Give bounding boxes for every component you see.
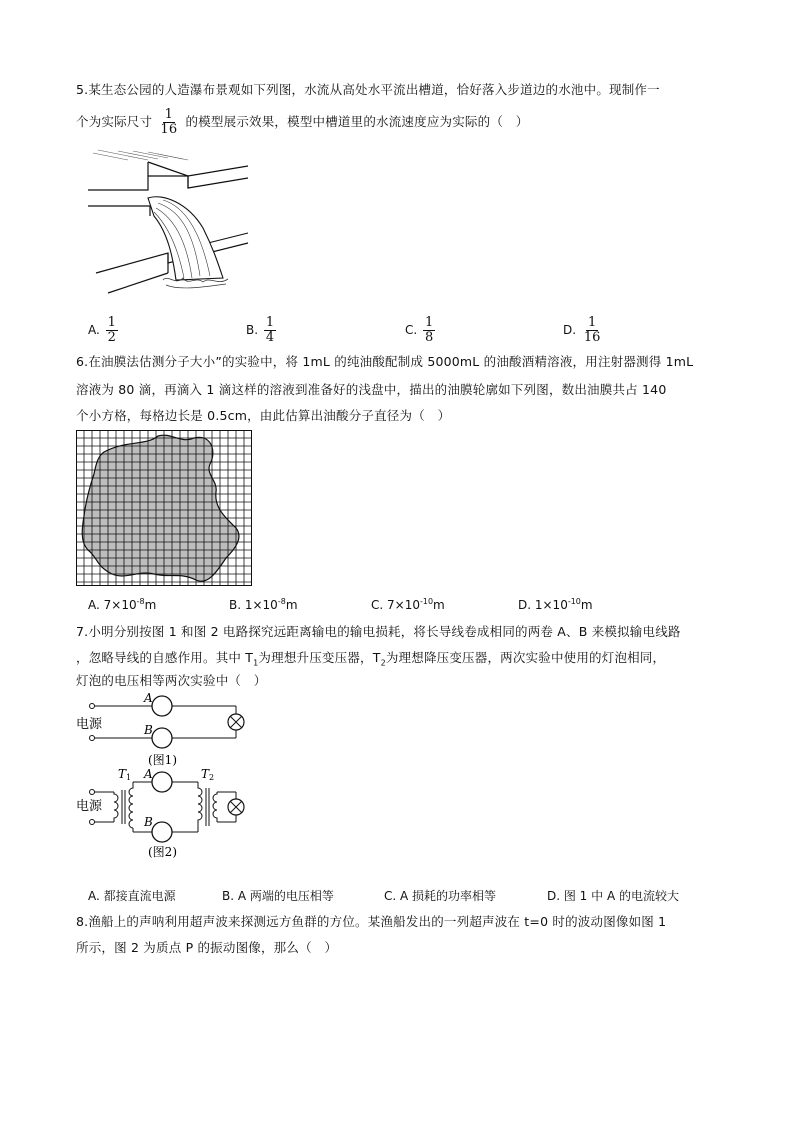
q5-option-a-den: 2: [107, 330, 116, 345]
fig2-caption: (图2): [148, 845, 177, 859]
fig2-t2-sub: 2: [209, 773, 215, 782]
q5-line1: 5.某生态公园的人造瀑布景观如下列图，水流从高处水平流出槽道，恰好落入步道边的水池中。现制作一: [76, 82, 660, 97]
q6-option-a-exp: -8: [136, 597, 145, 606]
q6-option-a[interactable]: [88, 597, 156, 612]
q7-line1: 7.小明分别按图 1 和图 2 电路探究远距离输电的输电损耗，将长导线卷成相同的两卷 A、B 来模拟输电线路: [76, 624, 681, 639]
q5-option-a-label: A.: [88, 323, 100, 337]
fig2-t1-label: T: [118, 767, 127, 781]
fig2-t2-label: T: [201, 767, 210, 781]
fig1-source-label: 电源: [76, 717, 103, 732]
q7-option-c[interactable]: C. A 损耗的功率相等: [384, 889, 497, 903]
q5-option-c-label: C.: [405, 323, 418, 337]
q7-option-a[interactable]: A. 都接直流电源: [88, 889, 176, 903]
q6-option-c-text: C. 7×10: [371, 598, 420, 612]
q6-line2: 溶液为 80 滴，再滴入 1 滴这样的溶液到准备好的浅盘中，描出的油膜轮廓如下列图，数出油膜共占 140: [76, 382, 667, 397]
fig1-caption: (图1): [148, 753, 177, 767]
q6-option-d-exp: -10: [567, 597, 581, 606]
q5-frac-den: 16: [160, 122, 178, 137]
q7-line2-a: ，忽略导线的自感作用。其中 T: [76, 650, 254, 665]
q5-frac-num: 1: [164, 107, 174, 122]
q6-option-c-unit: m: [433, 598, 445, 612]
q5-option-a[interactable]: [88, 316, 120, 345]
q6-option-d-text: D. 1×10: [518, 598, 568, 612]
q7-option-b[interactable]: B. A 两端的电压相等: [222, 889, 334, 903]
q5-option-d-label: D.: [563, 323, 577, 337]
q7-line2-sub2: 2: [380, 658, 386, 668]
q5-option-b[interactable]: [246, 316, 278, 345]
q5-option-c-den: 8: [425, 330, 434, 345]
circuit-figure-1: [76, 692, 266, 770]
q6-option-d-unit: m: [580, 598, 593, 612]
q5-option-b-num: 1: [265, 315, 275, 330]
q5-option-a-num: 1: [107, 315, 116, 330]
q6-line3: 个小方格，每格边长是 0.5cm，由此估算出油酸分子直径为（ ）: [76, 408, 451, 423]
waterfall-figure: [88, 148, 253, 298]
q6-option-a-text: A. 7×10: [88, 598, 137, 612]
q6-option-c[interactable]: [371, 597, 445, 612]
fig1-coil-a-label: A: [144, 692, 153, 705]
q6-option-c-exp: -10: [419, 597, 434, 606]
q5-option-c-num: 1: [425, 315, 434, 330]
q6-line1: 6.在油膜法估测分子大小”的实验中，将 1mL 的纯油酸配制成 5000mL 的油酸酒精溶液，用注射器测得 1mL: [76, 354, 694, 369]
q5-line2-pre: 个为实际尺寸: [76, 114, 153, 129]
q8-line2: 所示，图 2 为质点 P 的振动图像，那么（ ）: [76, 940, 338, 955]
q6-option-b-text: B. 1×10: [229, 598, 278, 612]
fig2-coil-b-label: B: [144, 815, 153, 829]
fig2-coil-a-label: A: [144, 767, 153, 781]
fig2-source-label: 电源: [76, 799, 103, 814]
q5-option-b-label: B.: [246, 323, 259, 337]
q7-line2-sub1: 1: [253, 658, 259, 668]
q5-line2: [76, 108, 528, 137]
oil-film-grid-figure: [76, 430, 252, 586]
q5-option-d-den: 16: [583, 330, 601, 345]
q7-line2-c: 为理想降压变压器，两次实验中使用的灯泡相同，: [385, 650, 666, 665]
q5-option-c[interactable]: [405, 316, 437, 345]
q6-option-b-exp: -8: [277, 597, 286, 606]
q5-option-b-den: 4: [265, 330, 275, 345]
q7-line2: [76, 648, 665, 668]
q6-option-b[interactable]: [229, 597, 298, 612]
q5-line2-post: 的模型展示效果，模型中槽道里的水流速度应为实际的（ ）: [185, 114, 529, 129]
q7-line2-b: 为理想升压变压器，T: [258, 650, 381, 665]
q5-option-d[interactable]: [563, 316, 604, 345]
q5-option-d-num: 1: [588, 315, 597, 330]
q5-fraction: [158, 108, 179, 137]
q6-option-d[interactable]: [518, 597, 593, 612]
q7-line3: 灯泡的电压相等两次实验中（ ）: [76, 673, 267, 688]
fig1-coil-b-label: B: [144, 723, 153, 737]
q6-option-b-unit: m: [285, 598, 298, 612]
q6-option-a-unit: m: [144, 598, 157, 612]
q8-line1: 8.渔船上的声呐利用超声波来探测远方鱼群的方位。某渔船发出的一列超声波在 t=0 时的波动图像如图 1: [76, 914, 667, 929]
circuit-figure-2: [76, 766, 266, 861]
fig2-t1-sub: 1: [126, 773, 132, 782]
q7-option-d[interactable]: D. 图 1 中 A 的电流较大: [547, 889, 679, 903]
